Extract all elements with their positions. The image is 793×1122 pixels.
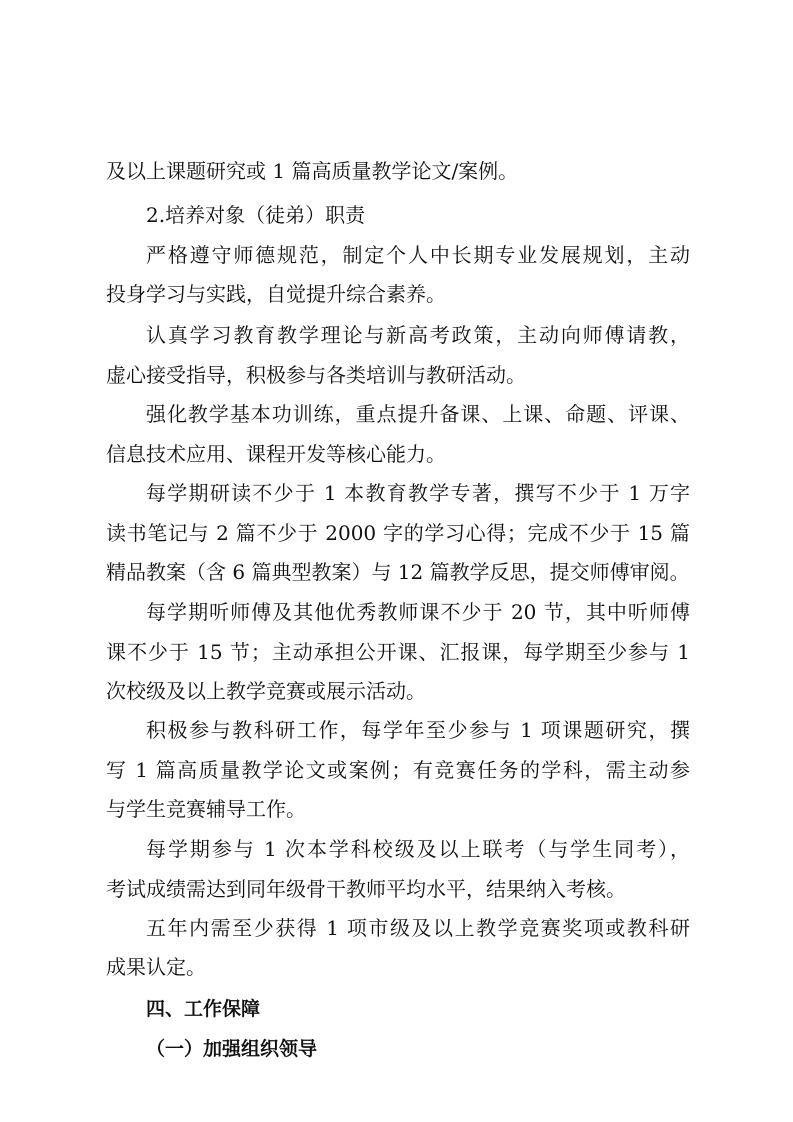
text-line: 次校级及以上教学竞赛或展示活动。 [106,679,426,703]
text-line: 考试成绩需达到同年级骨干教师平均水平，结果纳入考核。 [106,877,626,901]
text-line: 投身学习与实践，自觉提升综合素养。 [106,282,446,306]
text-line: 强化教学基本功训练，重点提升备课、上课、命题、评课、 [146,402,690,426]
text-line: 课不少于 15 节；主动承担公开课、汇报课，每学期至少参与 1 [106,640,690,664]
text-line: 信息技术应用、课程开发等核心能力。 [106,442,446,466]
text-line: 成果认定。 [106,955,206,979]
text-line: 虚心接受指导，积极参与各类培训与教研活动。 [106,363,526,387]
text-line: 积极参与教科研工作，每学年至少参与 1 项课题研究，撰 [146,718,690,742]
text-line: 五年内需至少获得 1 项市级及以上教学竞赛奖项或教科研 [146,916,690,940]
text-line: 精品教案（含 6 篇典型教案）与 12 篇教学反思，提交师傅审阅。 [106,560,690,584]
text-line: 严格遵守师德规范，制定个人中长期专业发展规划，主动 [146,243,690,267]
text-line: 及以上课题研究或 1 篇高质量教学论文/案例。 [106,159,519,183]
text-line: 认真学习教育教学理论与新高考政策，主动向师傅请教， [146,323,690,347]
text-line: 每学期研读不少于 1 本教育教学专著，撰写不少于 1 万字 [146,481,690,505]
subsection-heading: （一）加强组织领导 [146,1038,318,1060]
text-line: 读书笔记与 2 篇不少于 2000 字的学习心得；完成不少于 15 篇 [106,521,690,545]
section-heading: 四、工作保障 [146,998,261,1020]
text-line: 写 1 篇高质量教学论文或案例；有竞赛任务的学科，需主动参 [106,758,690,782]
text-line: 每学期听师傅及其他优秀教师课不少于 20 节，其中听师傅 [146,600,690,624]
text-line: 与学生竞赛辅导工作。 [106,797,306,821]
text-line: 每学期参与 1 次本学科校级及以上联考（与学生同考）， [146,837,690,861]
section-subheading: 2.培养对象（徒弟）职责 [146,203,366,227]
